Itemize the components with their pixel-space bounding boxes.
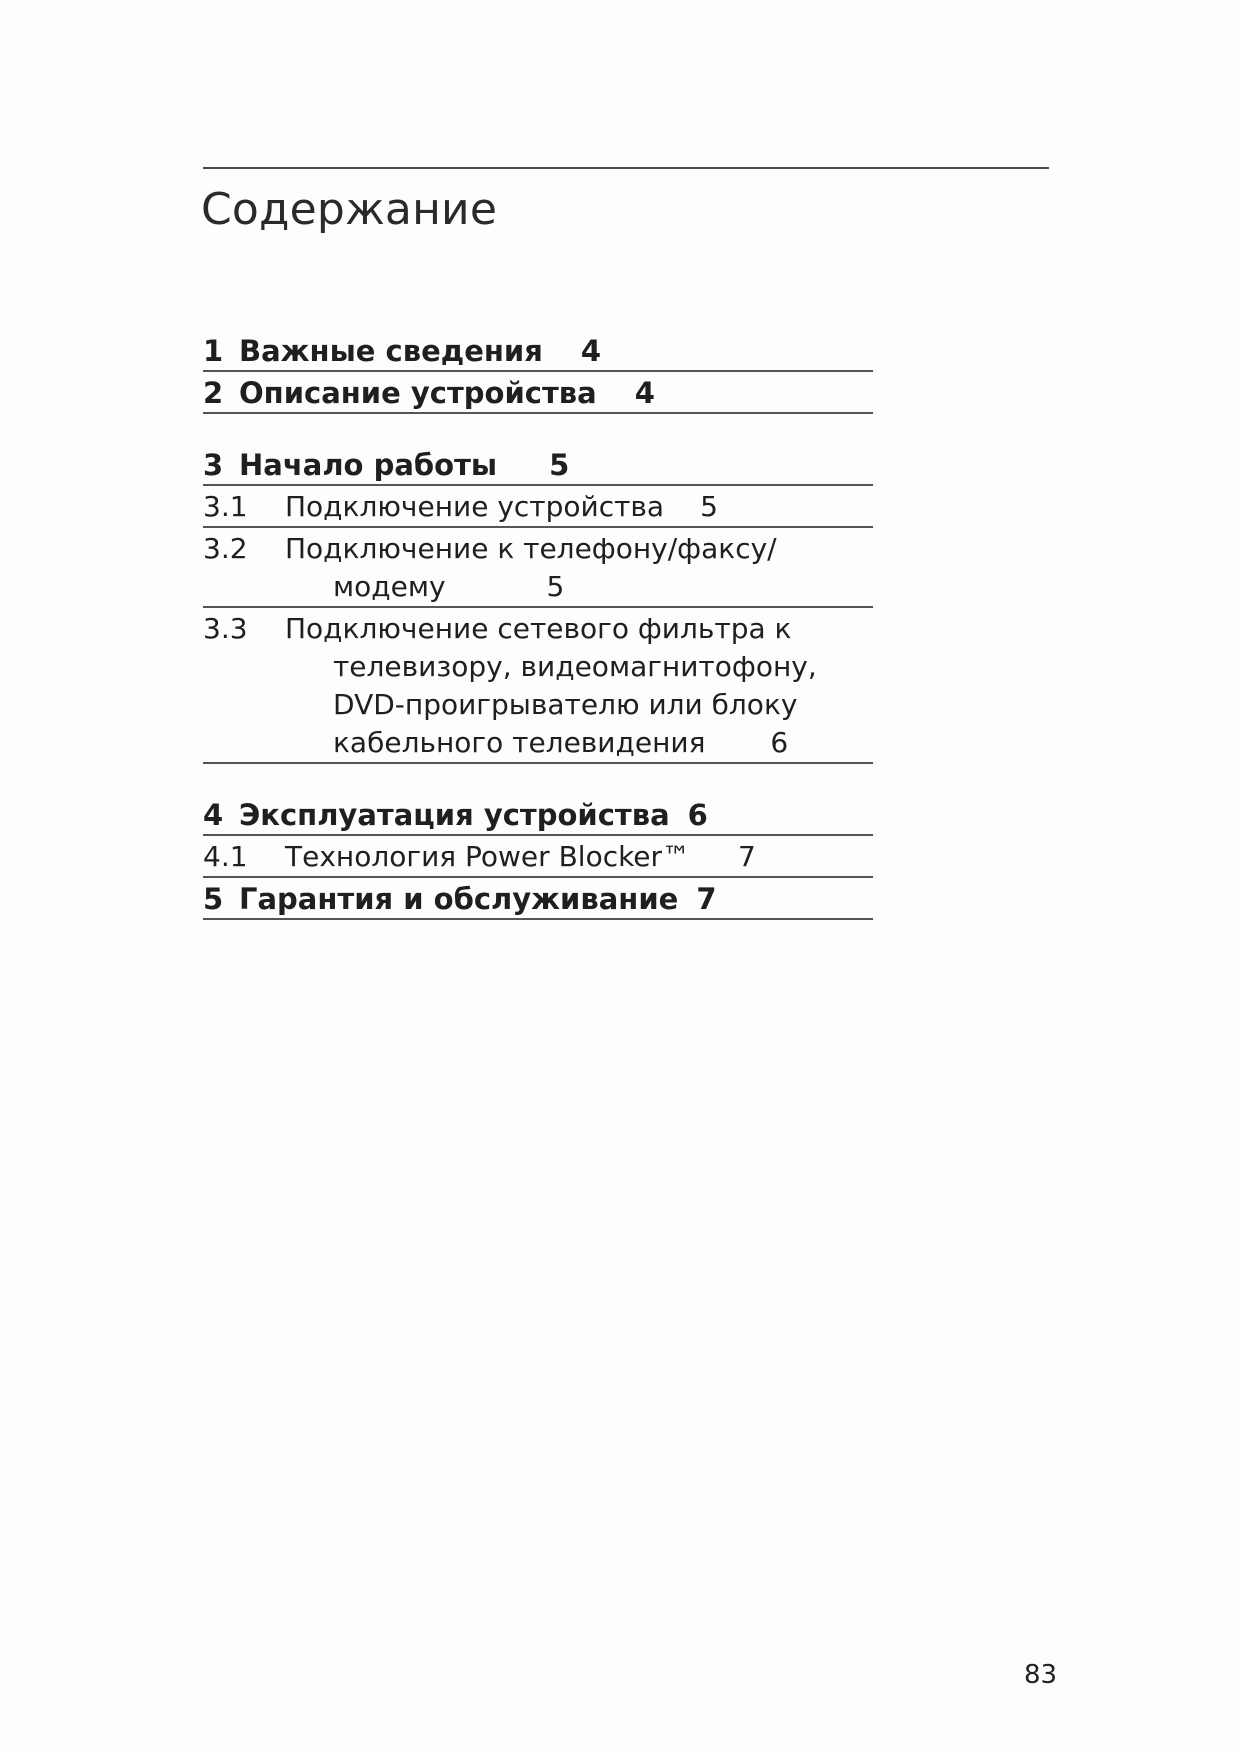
toc-entry-title: Важные сведения (239, 334, 543, 368)
toc-entry-3[interactable] (203, 444, 873, 486)
toc-entry-page: 7 (696, 882, 717, 916)
toc-entry-title: Гарантия и обслуживание (239, 882, 679, 916)
toc-entry-number: 4.1 (203, 840, 248, 873)
toc-entry-title-line: модему (333, 570, 446, 603)
toc-entry-page: 6 (687, 798, 708, 832)
toc-entry-page: 6 (770, 726, 789, 759)
toc-entry-title: Технология Power Blocker™ (285, 840, 691, 873)
toc-entry-number: 4 (203, 798, 224, 832)
toc-entry-4-1[interactable] (203, 836, 873, 878)
table-of-contents (203, 330, 873, 920)
toc-entry-number: 5 (203, 882, 224, 916)
toc-entry-title-line: Подключение к телефону/факсу/ (285, 532, 777, 565)
page-number: 83 (1024, 1660, 1058, 1690)
toc-entry-2[interactable] (203, 372, 873, 414)
toc-entry-title-line: DVD-проигрывателю или блоку (333, 688, 798, 721)
toc-entry-page: 4 (634, 376, 655, 410)
toc-entry-title-line: телевизору, видеомагнитофону, (333, 650, 817, 683)
top-rule (203, 167, 1049, 169)
toc-entry-title: Описание устройства (239, 376, 597, 410)
toc-entry-page: 5 (700, 490, 718, 523)
toc-entry-title: Начало работы (239, 448, 498, 482)
toc-entry-page: 5 (549, 448, 570, 482)
toc-entry-number: 3.2 (203, 532, 248, 565)
toc-entry-number: 3 (203, 448, 224, 482)
toc-entry-page: 7 (738, 840, 756, 873)
toc-entry-number: 3.1 (203, 490, 248, 523)
toc-entry-title: Подключение устройства (285, 490, 665, 523)
toc-entry-3-2[interactable] (203, 528, 873, 608)
toc-entry-1[interactable] (203, 330, 873, 372)
toc-entry-number: 2 (203, 376, 224, 410)
page-title: Содержание (201, 184, 498, 235)
toc-entry-page: 4 (580, 334, 602, 368)
toc-entry-title: Эксплуатация устройства (239, 798, 670, 832)
toc-entry-title-line: Подключение сетевого фильтра к (285, 612, 792, 645)
toc-entry-3-1[interactable] (203, 486, 873, 528)
toc-entry-5[interactable] (203, 878, 873, 920)
toc-entry-3-3[interactable] (203, 608, 873, 764)
toc-entry-number: 3.3 (203, 612, 248, 645)
toc-entry-title-line: кабельного телевидения (333, 726, 706, 759)
toc-entry-4[interactable] (203, 794, 873, 836)
toc-entry-number: 1 (203, 334, 224, 368)
toc-entry-page: 5 (546, 570, 565, 603)
